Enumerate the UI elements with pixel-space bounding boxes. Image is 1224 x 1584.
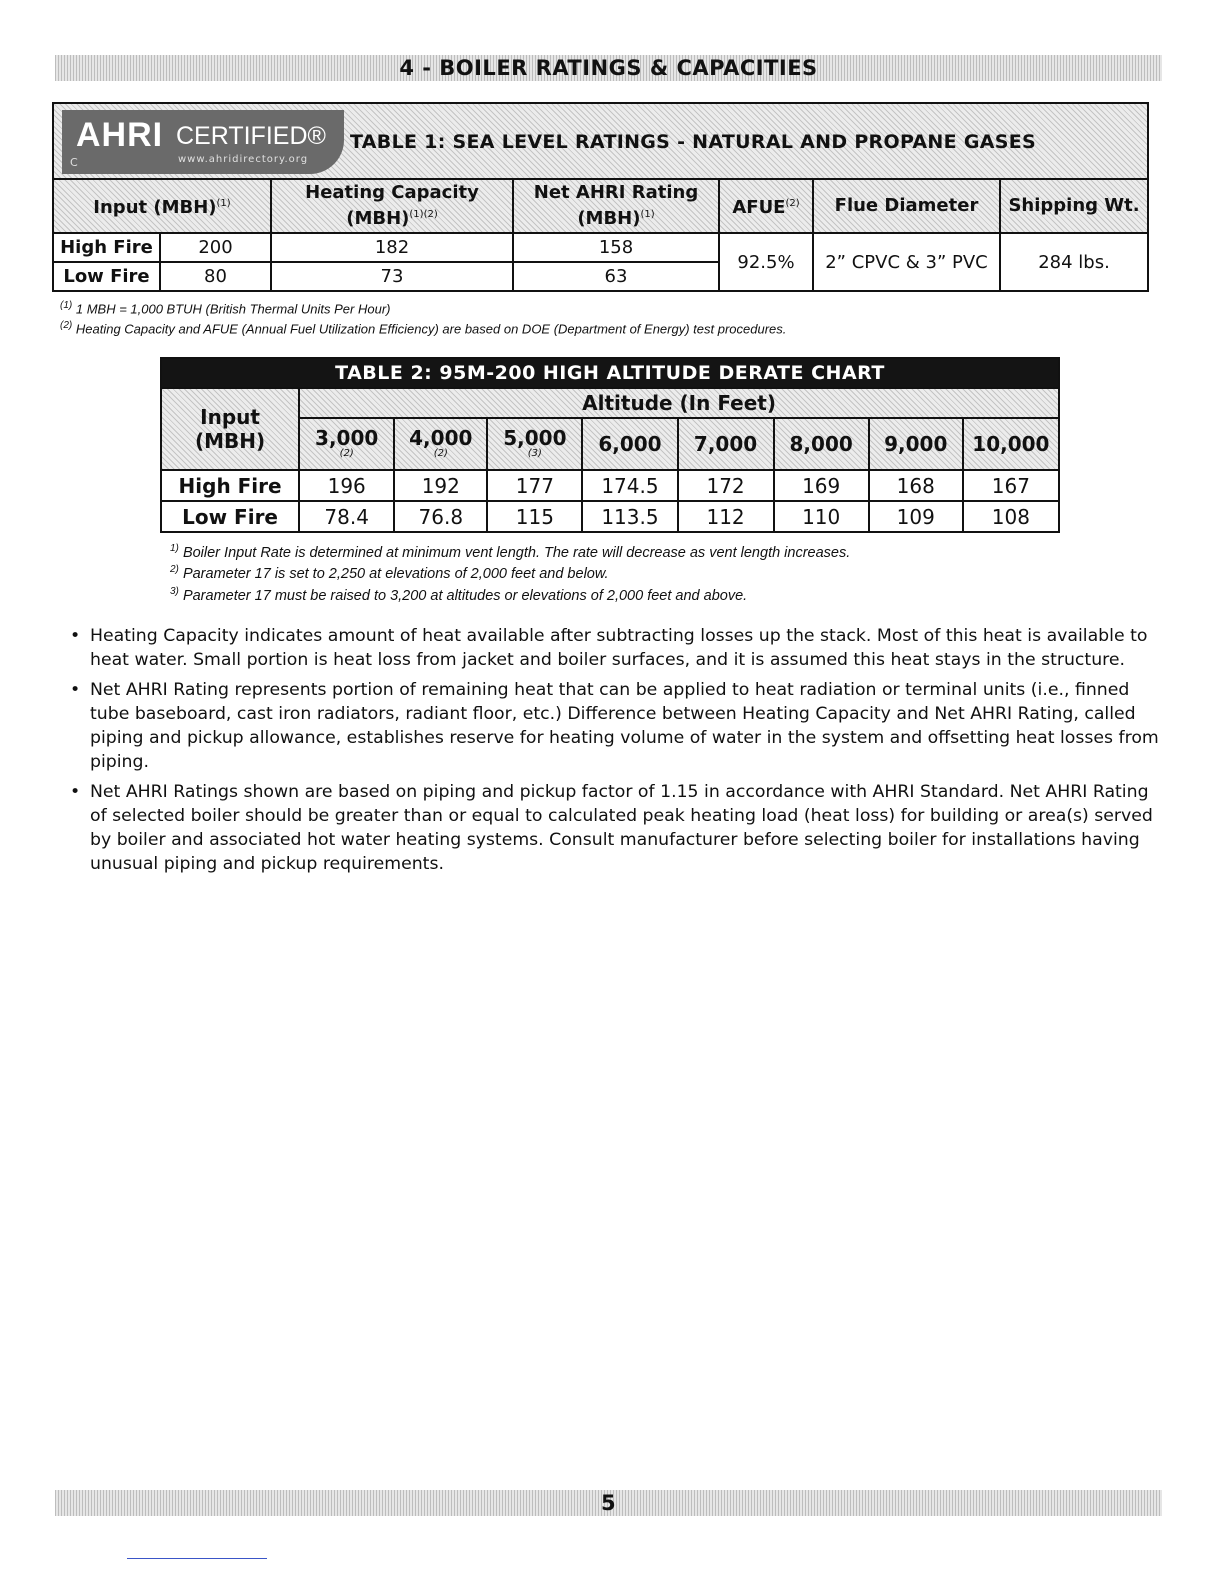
table2-footnote: $^{2)}$ Parameter 17 is set to 2,250 at elevations of 2,000 feet and below. (170, 564, 609, 582)
row-label: Low Fire (161, 501, 299, 532)
header-afue: AFUE$^{(2)}$ (719, 179, 813, 233)
header-input: Input (MBH)$^{(1)}$ (53, 179, 271, 233)
table1-footnote: $^{(2)}$ Heating Capacity and AFUE (Annual Fuel Utilization Efficiency) are based on DOE (Department of Energy) test procedures. (60, 320, 787, 337)
table-row (161, 470, 1059, 501)
altitude-column: 3,000 (2) (299, 418, 394, 470)
flue-diameter-value: 2” CPVC & 3” PVC (813, 233, 1000, 291)
table-cell: 108 (963, 501, 1059, 532)
table-cell: 167 (963, 470, 1059, 501)
section-title: 4 - BOILER RATINGS & CAPACITIES (399, 56, 818, 80)
table-cell: 158 (513, 233, 719, 262)
table2-title-row (161, 358, 1059, 388)
altitude-column: 8,000 (774, 418, 869, 470)
header-altitude: Altitude (In Feet) (299, 388, 1059, 418)
list-item: • Net AHRI Ratings shown are based on piping and pickup factor of 1.15 in accordance with AHRI Standard. Net AHRI Rating of selected boiler should be greater than or equal to calculated peak heating load (heat loss) for building or area(s) served by boiler and associated hot water heating systems. Consult manufacturer before selecting boiler for installations having unusual piping and pickup requirements. (70, 780, 1170, 876)
list-item: • Heating Capacity indicates amount of heat available after subtracting losses up the stack. Most of this heat is available to heat water. Small portion is heat loss from jacket and boiler surfaces, and it is assumed this heat stays in the structure. (70, 624, 1170, 672)
altitude-column: 10,000 (963, 418, 1059, 470)
header-flue-diameter: Flue Diameter (813, 179, 1000, 233)
altitude-column: 4,000 (2) (394, 418, 487, 470)
page-number: 5 (600, 1491, 617, 1515)
list-item: • Net AHRI Rating represents portion of remaining heat that can be applied to heat radiation or terminal units (i.e., finned tube baseboard, cast iron radiators, radiant floor, etc.) Difference between Heating Capacity and Net AHRI Rating, called piping and pickup allowance, establishes reserve for heating volume of water in the system and offsetting heat losses from piping. (70, 678, 1170, 774)
table-cell: 182 (271, 233, 513, 262)
table-cell: 196 (299, 470, 394, 501)
table-cell: 76.8 (394, 501, 487, 532)
table1-title: TABLE 1: SEA LEVEL RATINGS - NATURAL AND PROPANE GASES (350, 131, 1036, 153)
table2-title: TABLE 2: 95M-200 HIGH ALTITUDE DERATE CHART (161, 358, 1059, 388)
sea-level-ratings-table (52, 102, 1149, 292)
table-cell: 78.4 (299, 501, 394, 532)
ahri-logo-main: AHRI (76, 116, 164, 154)
ahri-logo-certified: CERTIFIED® (176, 122, 326, 150)
ahri-certified-logo (62, 110, 344, 174)
header-input: Input (MBH) (161, 388, 299, 470)
header-shipping-wt: Shipping Wt. (1000, 179, 1148, 233)
shipping-weight-value: 284 lbs. (1000, 233, 1148, 291)
section-header (55, 55, 1162, 81)
table-cell: 63 (513, 262, 719, 291)
ahri-logo-url: www.ahridirectory.org (178, 154, 309, 165)
row-label: High Fire (53, 233, 160, 262)
table-cell: 192 (394, 470, 487, 501)
table-cell: 172 (678, 470, 774, 501)
afue-value: 92.5% (719, 233, 813, 291)
altitude-column: 5,000 (3) (487, 418, 582, 470)
row-label: Low Fire (53, 262, 160, 291)
header-heating-capacity: Heating Capacity (MBH)$^{(1)(2)}$ (271, 179, 513, 233)
altitude-column: 9,000 (869, 418, 963, 470)
row-label: High Fire (161, 470, 299, 501)
table2-header-row (161, 388, 1059, 418)
table-cell: 109 (869, 501, 963, 532)
notes-list (70, 624, 1170, 882)
table2-footnote: $^{3)}$ Parameter 17 must be raised to 3,200 at altitudes or elevations of 2,000 feet and above. (170, 586, 748, 604)
table-cell: 169 (774, 470, 869, 501)
table-cell: 168 (869, 470, 963, 501)
high-altitude-derate-table (160, 357, 1060, 533)
table1-footnote: $^{(1)}$ 1 MBH = 1,000 BTUH (British Thermal Units Per Hour) (60, 300, 391, 317)
table-cell: 113.5 (582, 501, 677, 532)
table1-title-cell (53, 103, 1148, 179)
table-cell: 174.5 (582, 470, 677, 501)
ahri-logo-mark: C (70, 156, 78, 169)
divider (127, 1558, 267, 1559)
table-cell: 80 (160, 262, 271, 291)
table-row (161, 501, 1059, 532)
altitude-column: 6,000 (582, 418, 677, 470)
table-cell: 177 (487, 470, 582, 501)
header-net-ahri-rating: Net AHRI Rating (MBH)$^{(1)}$ (513, 179, 719, 233)
table-cell: 200 (160, 233, 271, 262)
table2-footnote: $^{1)}$ Boiler Input Rate is determined at minimum vent length. The rate will decrease as vent length increases. (170, 543, 851, 561)
table-cell: 110 (774, 501, 869, 532)
table1-title-row (53, 103, 1148, 179)
page-footer (55, 1490, 1162, 1516)
table-cell: 115 (487, 501, 582, 532)
table-cell: 112 (678, 501, 774, 532)
table-row (53, 233, 1148, 262)
table-cell: 73 (271, 262, 513, 291)
table1-header-row (53, 179, 1148, 233)
altitude-column: 7,000 (678, 418, 774, 470)
